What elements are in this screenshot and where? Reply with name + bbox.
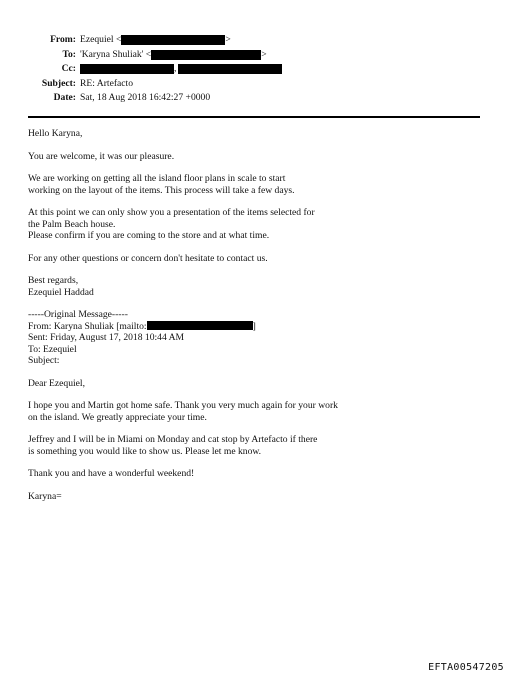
document-id: EFTA00547205 (428, 662, 504, 673)
paragraph-line: Jeffrey and I will be in Miami on Monday and cat stop by Artefacto if there (28, 434, 318, 445)
original-signature (28, 491, 478, 503)
from-row (20, 33, 320, 48)
cc-separator: , (174, 63, 177, 74)
email-header (20, 33, 320, 106)
original-paragraph (28, 400, 478, 423)
subject-value: RE: Artefacto (80, 77, 134, 89)
cc-value (80, 62, 282, 77)
paragraph-line: We are working on getting all the island floor plans in scale to start (28, 173, 286, 184)
original-from-close: ] (252, 320, 256, 332)
signature-line: Ezequiel Haddad (28, 286, 94, 298)
paragraph-line: Please confirm if you are coming to the store and at what time. (28, 230, 270, 241)
date-value: Sat, 18 Aug 2018 16:42:27 +0000 (80, 92, 211, 103)
to-row (20, 48, 320, 63)
original-sent: Sent: Friday, August 17, 2018 10:44 AM (28, 332, 185, 343)
original-greeting-text: Dear Ezequiel, (28, 377, 85, 389)
original-divider: -----Original Message----- (28, 309, 128, 320)
header-divider (28, 116, 480, 118)
subject-row (20, 77, 320, 92)
from-label: From: (50, 34, 76, 45)
signature (28, 275, 478, 298)
paragraph-line: the Palm Beach house. (28, 218, 116, 230)
redaction-bar (121, 35, 225, 45)
original-subject: Subject: (28, 355, 60, 366)
redaction-bar (147, 321, 253, 330)
from-name: Ezequiel < (80, 34, 122, 45)
paragraph-line: At this point we can only show you a presentation of the items selected for (28, 207, 315, 218)
to-value (80, 48, 267, 63)
to-name: 'Karyna Shuliak' < (80, 48, 152, 60)
paragraph-line: For any other questions or concern don't hesitate to contact us. (28, 252, 268, 264)
paragraph (28, 253, 478, 265)
redaction-bar (178, 64, 282, 74)
date-label: Date: (53, 92, 76, 103)
paragraph-line: I hope you and Martin got home safe. Thank you very much again for your work (28, 400, 338, 411)
paragraph (28, 207, 478, 242)
to-label: To: (62, 48, 76, 60)
paragraph-line: Thank you and have a wonderful weekend! (28, 468, 195, 479)
from-close: > (225, 34, 231, 45)
original-from (28, 321, 478, 333)
signature-line: Karyna= (28, 490, 62, 502)
redaction-bar (151, 50, 261, 60)
original-message-header (28, 309, 478, 367)
original-to: To: Ezequiel (28, 343, 77, 355)
cc-row (20, 62, 320, 77)
original-paragraph (28, 434, 478, 457)
date-row (20, 91, 320, 106)
paragraph-line: on the island. We greatly appreciate your time. (28, 411, 207, 423)
paragraph-line: is something you would like to show us. Please let me know. (28, 445, 262, 457)
paragraph (28, 173, 478, 196)
cc-label: Cc: (61, 63, 76, 74)
greeting (28, 128, 478, 140)
email-body (28, 128, 478, 513)
greeting-text: Hello Karyna, (28, 128, 83, 139)
original-paragraph (28, 468, 478, 480)
paragraph (28, 151, 478, 163)
to-close: > (261, 48, 267, 60)
original-greeting (28, 378, 478, 390)
original-from-text: From: Karyna Shuliak [mailto: (28, 320, 147, 332)
paragraph-line: working on the layout of the items. This process will take a few days. (28, 184, 295, 196)
redaction-bar (80, 64, 174, 74)
subject-label: Subject: (41, 77, 76, 89)
from-value (80, 33, 231, 48)
paragraph-line: You are welcome, it was our pleasure. (28, 150, 175, 162)
signature-line: Best regards, (28, 275, 79, 286)
